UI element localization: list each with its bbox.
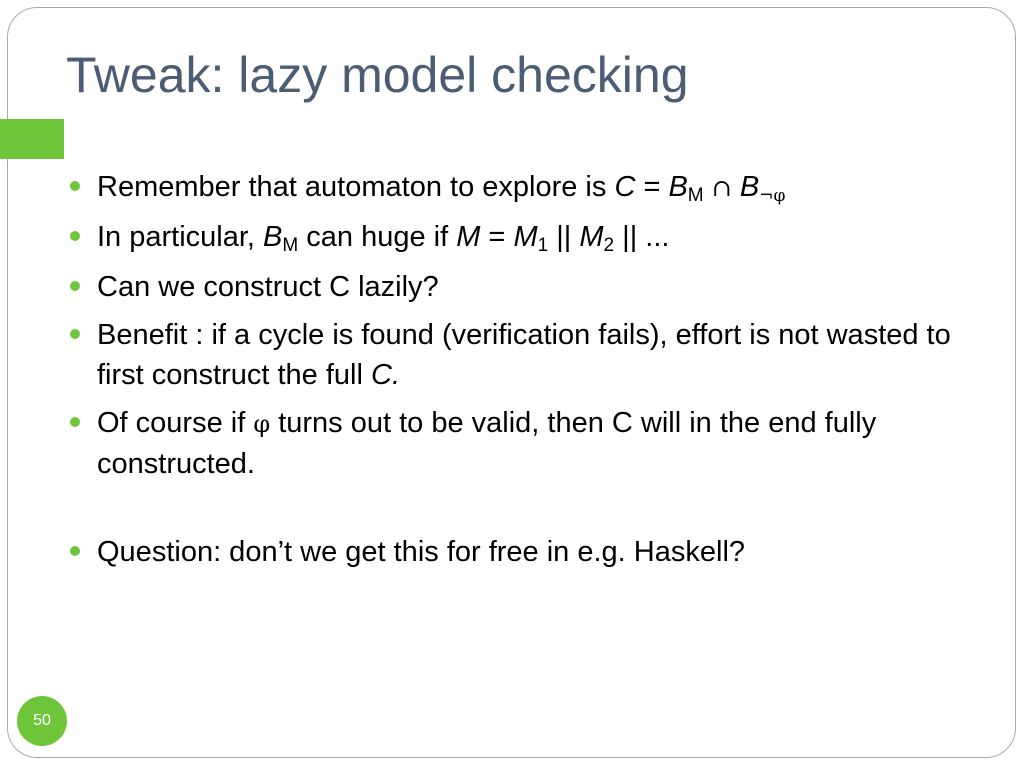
bullet-dot-icon xyxy=(70,329,80,339)
formula-subscript: ¬φ xyxy=(759,186,786,206)
intersection-symbol: ∩ xyxy=(711,174,732,202)
formula-op: || ... xyxy=(614,221,670,254)
bullet-text: Of course if xyxy=(97,407,254,440)
formula-var: M xyxy=(456,221,481,254)
formula-var: C. xyxy=(371,359,400,392)
formula-var: B xyxy=(263,221,283,254)
formula-subscript: 1 xyxy=(537,235,549,257)
bullet-text: Remember that automaton to explore is xyxy=(97,171,615,203)
bullet-dot-icon xyxy=(70,231,80,241)
formula-var: M xyxy=(513,221,538,254)
bullet-list xyxy=(70,167,970,580)
bullet-item xyxy=(70,532,970,572)
bullet-text: can huge if xyxy=(298,221,457,254)
bullet-text: Can we construct C lazily? xyxy=(97,271,439,304)
bullet-text: Benefit : if a cycle is found (verification fails), effort is not wasted to first construct the full xyxy=(97,319,951,392)
formula-op: = xyxy=(480,221,514,254)
bullet-text: In particular, xyxy=(97,221,264,254)
slide-title: Tweak: lazy model checking xyxy=(66,47,689,103)
bullet-item xyxy=(70,167,970,209)
bullet-item xyxy=(70,217,970,259)
formula-var: M xyxy=(579,221,604,254)
formula-var: B xyxy=(668,171,688,203)
formula-var: B xyxy=(739,171,760,203)
bullet-dot-icon xyxy=(70,417,80,427)
formula-subscript: M xyxy=(687,185,704,206)
page-number-badge: 50 xyxy=(17,696,67,746)
formula-op: = xyxy=(635,171,669,203)
formula-var: C xyxy=(614,171,636,203)
formula-op: || xyxy=(548,221,580,254)
bullet-dot-icon xyxy=(70,281,80,291)
formula-subscript: M xyxy=(282,235,299,257)
bullet-item xyxy=(70,267,970,307)
bullet-text: turns out to be valid, then C will in the end fully constructed. xyxy=(97,407,877,480)
bullet-item xyxy=(70,403,970,483)
bullet-dot-icon xyxy=(70,546,80,556)
formula-subscript: 2 xyxy=(603,235,615,257)
phi-symbol: φ xyxy=(253,410,271,439)
bullet-item xyxy=(70,315,970,395)
title-accent-bar xyxy=(0,119,64,159)
bullet-dot-icon xyxy=(70,181,80,191)
bullet-text: Question: don’t we get this for free in e.g. Haskell? xyxy=(97,535,746,568)
